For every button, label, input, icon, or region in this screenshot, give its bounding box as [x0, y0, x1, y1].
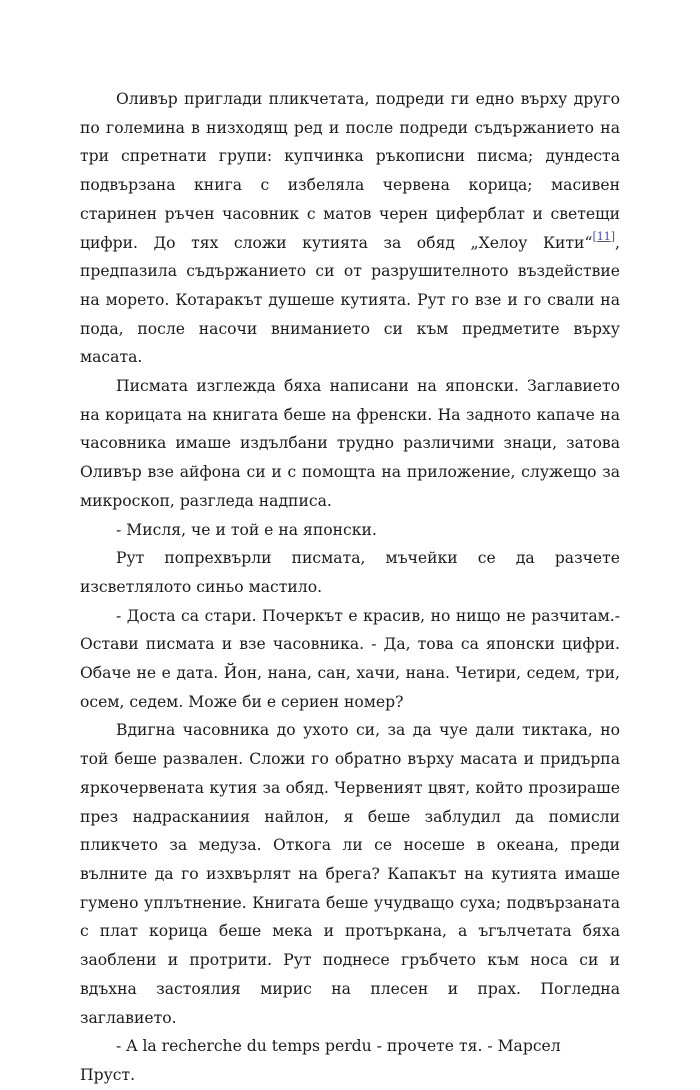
paragraph [80, 85, 620, 372]
paragraph-text: , предпазила съдържанието си от разрушителното въздействие на морето. Котаракът душеше кутията. Рут го взе и го свали на пода, после насочи вниманието си към предметите върху масата. [80, 233, 620, 367]
footnote-link[interactable]: [11] [592, 229, 616, 243]
dialogue-line: - Доста са стари. Почеркът е красив, но нищо не разчитам.- Остави писмата и взе часовника. - Да, това са японски цифри. Обаче не е дата. Йон, нана, сан, хачи, нана. Четири, седем, три, осем, седем. Може би е сериен номер? [80, 606, 620, 711]
body-text [80, 85, 620, 1090]
dialogue-line: - Мисля, че и той е на японски. [116, 520, 377, 539]
paragraph: Рут попрехвърли писмата, мъчейки се да разчете изсветлялото синьо мастило. [80, 549, 620, 596]
paragraph: Писмата изглежда бяха написани на японски. Заглавието на корицата на книгата беше на френски. На задното капаче на часовника имаше издълбани трудно различими знаци, затова Оливър взе айфона си и с помощта на приложение, служещо за микроскоп, разгледа надписа. [80, 377, 620, 510]
paragraph: Вдигна часовника до ухото си, за да чуе дали тиктака, но той беше развален. Сложи го обратно върху масата и придърпа яркочервената кутия за обяд. Червеният цвят, който прозираше през надрасканиия найлон, я беше заблудил да помисли пликчето за медуза. Откога ли се носеше в океана, преди вълните да го изхвърлят на брега? Капакът на кутията имаше гумено уплътнение. Книгата беше учудващо суха; подвързаната с плат корица беше мека и протъркана, а ъгълчетата бяха заоблени и протрити. Рут поднесе гръбчето към носа си и вдъхна застоялия мирис на плесен и прах. Погледна заглавието. [80, 721, 620, 1027]
dialogue-line: - A la recherche du temps perdu - прочете тя. - Марсел Пруст. [80, 1037, 561, 1084]
paragraph-text: Оливър приглади пликчетата, подреди ги едно върху друго по големина в низходящ ред и после подреди съдържанието на три спретнати групи: купчинка ръкописни писма; дундеста подвързана книга с избеляла червена корица; масивен старинен ръчен часовник с матов черен циферблат и светещи цифри. До тях сложи кутията за обяд „Хелоу Кити“ [80, 90, 620, 252]
